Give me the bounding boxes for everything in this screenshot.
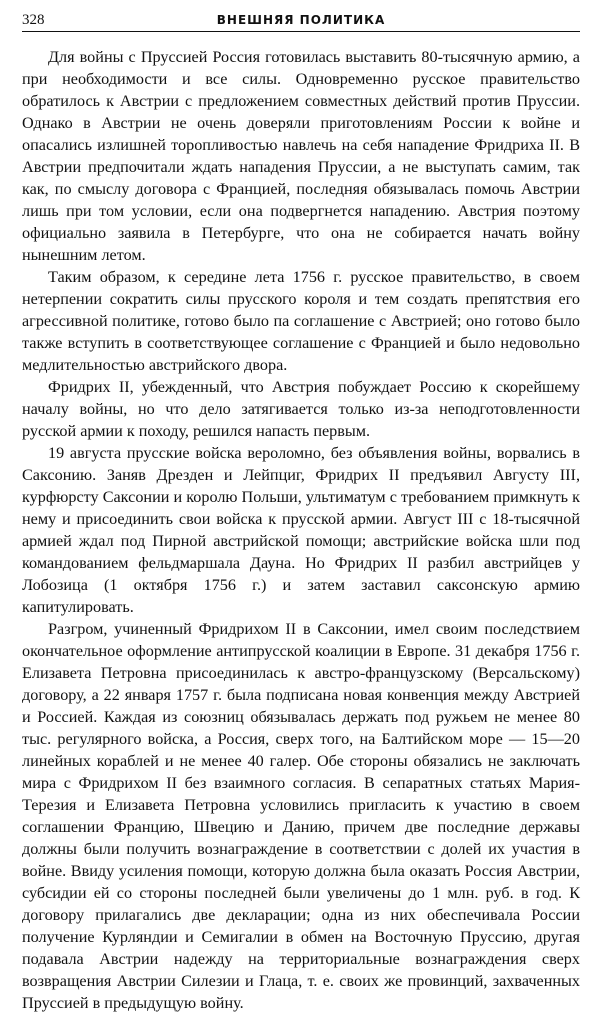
paragraph: 19 августа прусские войска вероломно, без объявления войны, ворвались в Саксонию. Заняв Дрезден и Лейпциг, Фридрих II предъявил Августу III, курфюрсту Саксонии и королю Польши, ультиматум с требованием примкнуть к нему и присоединить свои войска к прусской армии. Август III с 18-тысячной армией ждал под Пирной австрийской помощи; австрийские войска шли под командованием фельдмаршала Дауна. Но Фридрих II разбил австрийцев у Лобозица (1 октября 1756 г.) и затем заставил саксонскую армию капитулировать. xyxy=(22,444,580,616)
page-number: 328 xyxy=(22,12,45,28)
page-header xyxy=(22,12,580,32)
paragraph: Для войны с Пруссией Россия готовилась выставить 80-тысячную армию, а при необходимости и все силы. Одновременно русское правительство обратилось к Австрии с предложением совместных действий против Пруссии. Однако в Австрии не очень доверяли приготовлениям России к войне и опасались излишней торопливостью навлечь на себя нападение Фридриха II. В Австрии предпочитали ждать нападения Пруссии, а не выступать самим, так как, по смыслу договора с Францией, последняя обязывалась помочь Австрии лишь при том условии, если она подвергнется нападению. Австрия поэтому официально заявила в Петербурге, что она не собирается начать войну нынешним летом. xyxy=(22,48,580,264)
paragraph: Фридрих II, убежденный, что Австрия побуждает Россию к скорейшему началу войны, но что дело затягивается только из-за неподготовленности русской армии к походу, решился напасть первым. xyxy=(22,378,580,440)
body-text xyxy=(22,46,580,1014)
running-title: ВНЕШНЯЯ ПОЛИТИКА xyxy=(216,13,386,27)
paragraph: Разгром, учиненный Фридрихом II в Саксонии, имел своим последствием окончательное оформление антипрусской коалиции в Европе. 31 декабря 1756 г. Елизавета Петровна присоединилась к австро-французскому (Версальскому) договору, а 22 января 1757 г. была подписана новая конвенция между Австрией и Россией. Каждая из союзниц обязывалась держать под ружьем не менее 80 тыс. регулярного войска, а Россия, сверх того, на Балтийском море — 15—20 линейных кораблей и не менее 40 галер. Обе стороны обязались не заключать мира с Фридрихом II без взаимного согласия. В сепаратных статьях Мария-Терезия и Елизавета Петровна условились пригласить к участию в своем соглашении Францию, Швецию и Данию, причем две последние державы должны были получить вознаграждение в соответствии с долей их участия в войне. Ввиду усиления помощи, которую должна была оказать Россия Австрии, субсидии ей со стороны последней были увеличены до 1 млн. руб. в год. К договору прилагались две декларации; одна из них обеспечивала России получение Курляндии и Семигалии в обмен на Восточную Пруссию, другая подавала Австрии надежду на территориальные вознаграждения сверх возвращения Австрии Силезии и Глаца, т. е. своих же провинций, захваченных Пруссией в предыдущую войну. xyxy=(22,620,580,1012)
paragraph: Таким образом, к середине лета 1756 г. русское правительство, в своем нетерпении сократить силы прусского короля и тем создать препятствия его агрессивной политике, готово было па соглашение с Австрией; оно готово было также вступить в соответствующее соглашение с Францией и было недовольно медлительностью австрийского двора. xyxy=(22,268,580,374)
